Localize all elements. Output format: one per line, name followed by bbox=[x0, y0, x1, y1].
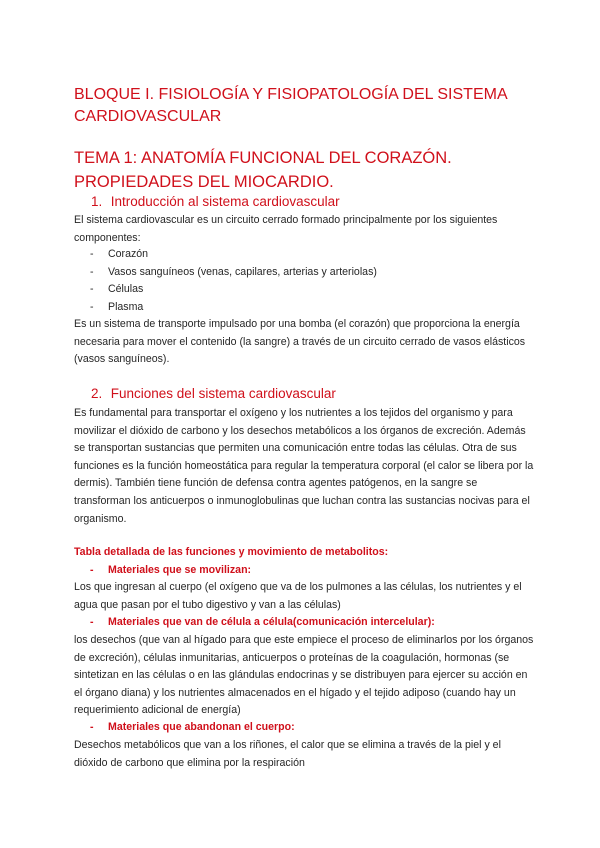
section2-body: Es fundamental para transportar el oxígeno y los nutrientes a los tejidos del organismo y para movilizar el dióxido de carbono y los desechos metabólicos a los órganos de excreción. Además se transportan sustancias que permiten una comunicación entre todas las células. Otra de sus funciones es la función homeostática para regular la temperatura corporal (el calor se libera por la dermis). También tiene función de defensa contra agentes patógenos, en la sangre se transforman los anticuerpos o inmunoglobulinas que luchan contra las sustancias nocivas para el organismo. bbox=[74, 407, 534, 525]
section2-number: 2. bbox=[91, 386, 103, 401]
section1-closing: Es un sistema de transporte impulsado por una bomba (el corazón) que proporciona la energía necesaria para mover el contenido (la sangre) a través de un circuito cerrado de vasos elásticos (vasos sanguíneos). bbox=[74, 318, 526, 366]
section1-title: Introducción al sistema cardiovascular bbox=[110, 194, 340, 209]
section1-heading bbox=[91, 193, 340, 211]
subsection-text-1: Los que ingresan al cuerpo (el oxígeno que va de los pulmones a las células, los nutrientes y el agua que pasan por el tubo digestivo y van a las células) bbox=[74, 581, 522, 611]
list-item: - Corazón bbox=[90, 248, 149, 260]
bloque-title: BLOQUE I. FISIOLOGÍA Y FISIOPATOLOGÍA DEL SISTEMA CARDIOVASCULAR bbox=[74, 86, 507, 125]
section2-title: Funciones del sistema cardiovascular bbox=[110, 386, 336, 401]
table-section-title: Tabla detallada de las funciones y movimiento de metabolitos: bbox=[74, 546, 389, 558]
list-item: - Vasos sanguíneos (venas, capilares, arterias y arteriolas) bbox=[90, 265, 377, 278]
subsection-heading-2: - Materiales que van de célula a célula(comunicación intercelular): bbox=[90, 616, 435, 628]
subsection-text-2: los desechos (que van al hígado para que este empiece el proceso de eliminarlos por los órganos de excreción), células inmunitarias, anticuerpos o proteínas de la coagulación, hormonas (se sintetizan en las células o en las glándulas endocrinas y se distribuyen para ejercer su acción en el órgano diana) y los nutrientes almacenados en el hígado y el tejido adiposo (cuando hay un requerimiento adicional de energía) bbox=[74, 634, 534, 717]
subsection-heading-1: - Materiales que se movilizan: bbox=[90, 564, 252, 576]
section1-number: 1. bbox=[91, 194, 103, 209]
subsection-text-3: Desechos metabólicos que van a los riñones, el calor que se elimina a través de la piel y el dióxido de carbono que elimina por la respiración bbox=[74, 739, 501, 769]
tema-title: TEMA 1: ANATOMÍA FUNCIONAL DEL CORAZÓN. PROPIEDADES DEL MIOCARDIO. bbox=[74, 149, 452, 191]
section2-heading bbox=[91, 385, 336, 403]
list-item: - Plasma bbox=[90, 300, 144, 313]
subsection-heading-3: - Materiales que abandonan el cuerpo: bbox=[90, 721, 295, 733]
component-list bbox=[74, 246, 377, 316]
list-item: - Células bbox=[90, 283, 144, 296]
section1-intro: El sistema cardiovascular es un circuito cerrado formado principalmente por los siguientes componentes: bbox=[74, 214, 498, 244]
